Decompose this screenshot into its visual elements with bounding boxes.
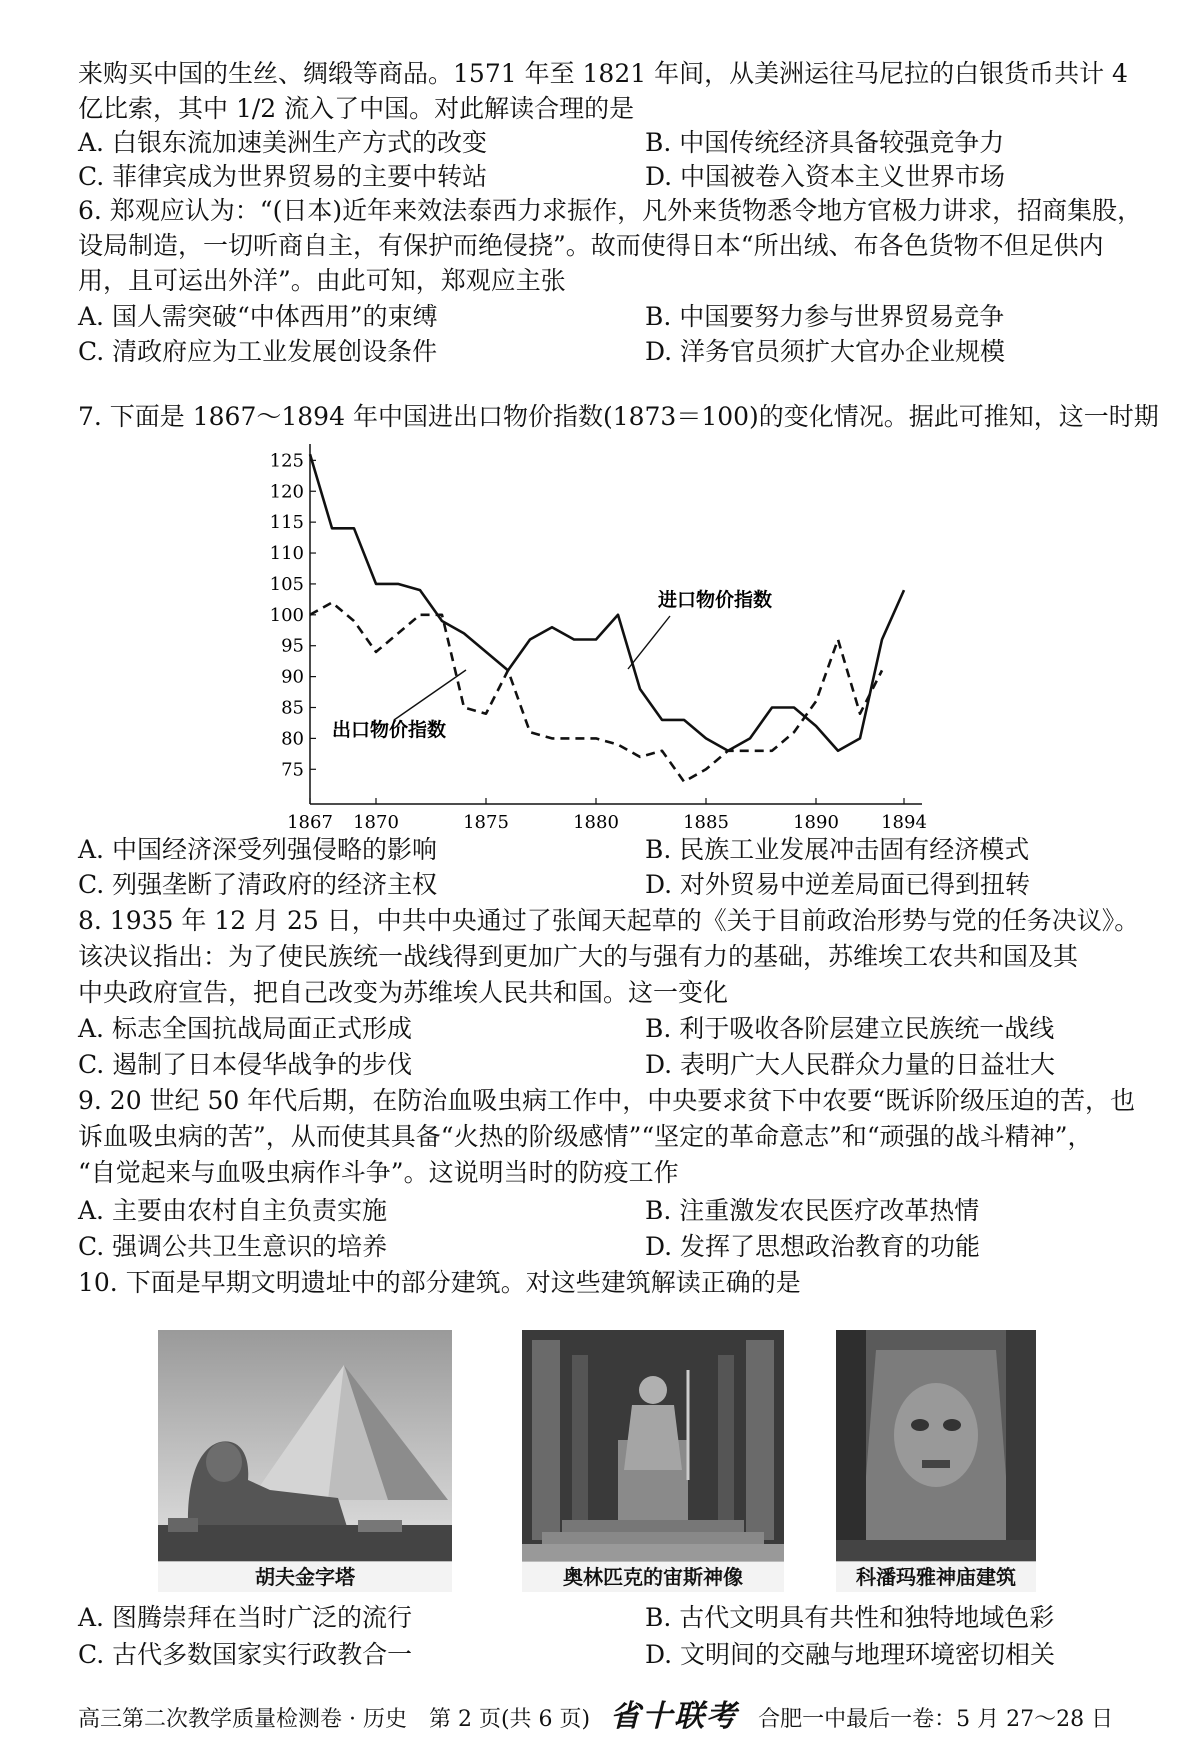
q10-option-d: D. 文明间的交融与地理环境密切相关 [645, 1640, 1056, 1669]
y-tick-label: 80 [281, 728, 304, 750]
q8-option-c: C. 遏制了日本侵华战争的步伐 [78, 1050, 413, 1079]
q6-option-a: A. 国人需突破“中体西用”的束缚 [78, 302, 438, 331]
q9-stem-line-1: 9. 20 世纪 50 年代后期，在防治血吸虫病工作中，中央要求贫下中农要“既诉阶级压迫的苦，也 [78, 1086, 1136, 1115]
q6-option-d: D. 洋务官员须扩大官办企业规模 [645, 337, 1006, 366]
x-tick-label: 1890 [793, 812, 839, 833]
q9-stem-line-2: 诉血吸虫病的苦”，从而使其具备“火热的阶级感情”“坚定的革命意志”和“顽强的战斗精神”， [78, 1122, 1093, 1151]
y-tick-label: 110 [269, 543, 304, 565]
q8-option-a: A. 标志全国抗战局面正式形成 [78, 1014, 412, 1043]
q5-option-a: A. 白银东流加速美洲生产方式的改变 [78, 128, 487, 157]
maya-photo [836, 1330, 1036, 1592]
q9-stem-line-3: “自觉起来与血吸虫病作斗争”。这说明当时的防疫工作 [78, 1158, 679, 1187]
q10-option-a: A. 图腾崇拜在当时广泛的流行 [78, 1603, 412, 1632]
zeus-caption: 奥林匹克的宙斯神像 [522, 1561, 784, 1592]
q5-option-c: C. 菲律宾成为世界贸易的主要中转站 [78, 162, 488, 191]
page-footer [78, 1700, 1113, 1737]
q7-option-b: B. 民族工业发展冲击固有经济模式 [645, 835, 1030, 864]
q7-option-a: A. 中国经济深受列强侵略的影响 [78, 835, 437, 864]
y-tick-label: 115 [269, 512, 304, 534]
maya-caption: 科潘玛雅神庙建筑 [836, 1561, 1036, 1592]
q10-option-b: B. 古代文明具有共性和独特地域色彩 [645, 1603, 1055, 1632]
zeus-photo [522, 1330, 784, 1592]
q7-option-d: D. 对外贸易中逆差局面已得到扭转 [645, 870, 1031, 899]
q6-stem-line-3: 用，且可运出外洋”。由此可知，郑观应主张 [78, 266, 566, 295]
q9-option-a: A. 主要由农村自主负责实施 [78, 1196, 387, 1225]
q6-option-c: C. 清政府应为工业发展创设条件 [78, 337, 438, 366]
q8-stem-line-3: 中央政府宣告，把自己改变为苏维埃人民共和国。这一变化 [78, 978, 729, 1007]
y-tick-label: 90 [281, 666, 304, 688]
y-tick-label: 75 [281, 759, 304, 781]
q6-option-b: B. 中国要努力参与世界贸易竞争 [645, 302, 1005, 331]
q9-option-c: C. 强调公共卫生意识的培养 [78, 1232, 388, 1261]
footer-brand: 省十联考 [610, 1699, 739, 1734]
y-tick-label: 100 [269, 604, 304, 626]
q6-stem-line-1: 6. 郑观应认为：“(日本)近年来效法泰西力求振作，凡外来货物悉令地方官极力讲求，招商集股， [78, 196, 1143, 225]
q9-option-b: B. 注重激发农民医疗改革热情 [645, 1196, 980, 1225]
y-tick-label: 85 [281, 697, 304, 719]
footer-left: 高三第二次教学质量检测卷 · 历史 第 2 页(共 6 页) [78, 1707, 591, 1732]
x-tick-label: 1870 [353, 812, 399, 833]
q8-option-d: D. 表明广大人民群众力量的日益壮大 [645, 1050, 1056, 1079]
q10-stem-line-1: 10. 下面是早期文明遗址中的部分建筑。对这些建筑解读正确的是 [78, 1268, 801, 1297]
q8-stem-line-1: 8. 1935 年 12 月 25 日，中共中央通过了张闻天起草的《关于目前政治形势与党的任务决议》。 [78, 906, 1140, 935]
q5-option-d: D. 中国被卷入资本主义世界市场 [645, 162, 1006, 191]
y-tick-label: 125 [269, 450, 304, 472]
q5-option-b: B. 中国传统经济具备较强竞争力 [645, 128, 1005, 157]
x-tick-label: 1894 [881, 812, 927, 833]
q6-stem-line-2: 设局制造，一切听商自主，有保护而绝侵挠”。故而使得日本“所出绒、布各色货物不但足供内 [78, 231, 1104, 260]
q5-stem-line-2: 亿比索，其中 1/2 流入了中国。对此解读合理的是 [78, 94, 635, 123]
q8-stem-line-2: 该决议指出：为了使民族统一战线得到更加广大的与强有力的基础，苏维埃工农共和国及其 [78, 942, 1079, 971]
q5-stem-line-1: 来购买中国的生丝、绸缎等商品。1571 年至 1821 年间，从美洲运往马尼拉的白银货币共计 4 [78, 59, 1128, 88]
y-tick-label: 95 [281, 635, 304, 657]
x-tick-label: 1880 [573, 812, 619, 833]
q8-option-b: B. 利于吸收各阶层建立民族统一战线 [645, 1014, 1055, 1043]
zeus-statue-picture [522, 1330, 784, 1562]
q7-stem-line-1: 7. 下面是 1867～1894 年中国进出口物价指数(1873＝100)的变化情况。据此可推知，这一时期 [78, 402, 1159, 431]
pyramid-photo [158, 1330, 452, 1592]
y-tick-label: 120 [269, 481, 304, 503]
price-index-chart [269, 444, 927, 836]
x-tick-label: 1885 [683, 812, 729, 833]
q9-option-d: D. 发挥了思想政治教育的功能 [645, 1232, 981, 1261]
pyramid-sphinx-picture [158, 1330, 452, 1562]
x-tick-label: 1875 [463, 812, 509, 833]
q7-option-c: C. 列强垄断了清政府的经济主权 [78, 870, 438, 899]
pyramid-caption: 胡夫金字塔 [158, 1561, 452, 1592]
y-tick-label: 105 [269, 573, 304, 595]
maya-temple-picture [836, 1330, 1036, 1562]
x-tick-label: 1867 [287, 812, 333, 833]
import-series-label: 进口物价指数 [658, 589, 773, 611]
footer-right: 合肥一中最后一卷：5 月 27～28 日 [758, 1707, 1114, 1732]
export-series-label: 出口物价指数 [332, 719, 447, 741]
q10-option-c: C. 古代多数国家实行政教合一 [78, 1640, 413, 1669]
